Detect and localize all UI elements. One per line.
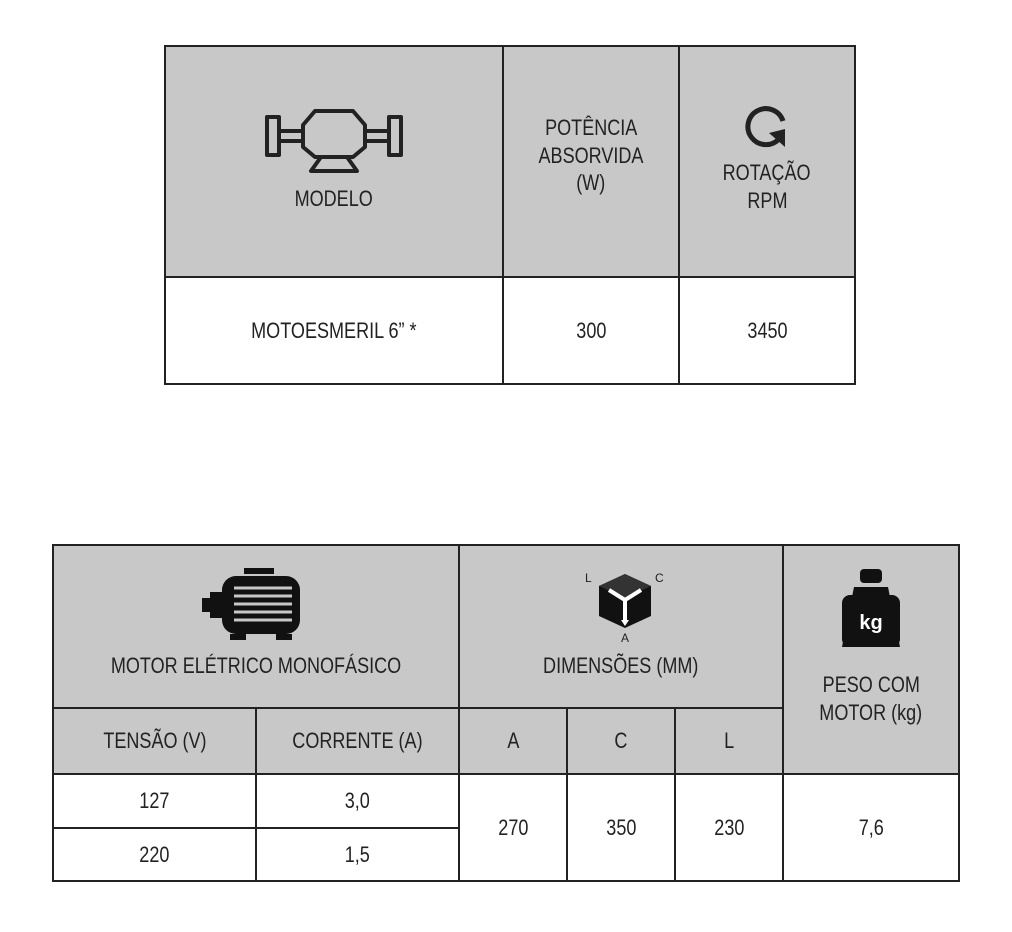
- cell-corrente-1: 3,0: [256, 774, 459, 828]
- header-dimensoes-label: DIMENSÕES (MM): [543, 652, 699, 678]
- electric-motor-icon: [196, 566, 316, 646]
- header-potencia: [503, 46, 679, 277]
- header-motor-label: MOTOR ELÉTRICO MONOFÁSICO: [110, 652, 402, 678]
- header-rotacao: [679, 46, 855, 277]
- cell-rotacao: 3450: [679, 277, 855, 384]
- header-dim-l: L: [675, 708, 783, 774]
- header-peso-line1: PESO COM: [822, 672, 920, 697]
- cell-dim-c: 350: [567, 774, 675, 881]
- cell-dim-l: 230: [675, 774, 783, 881]
- dim-icon-label-a: A: [621, 630, 630, 645]
- header-rotacao-line1: ROTAÇÃO: [723, 160, 811, 185]
- cell-corrente-2: 1,5: [256, 828, 459, 881]
- header-dim-a: A: [459, 708, 567, 774]
- header-potencia-line2: ABSORVIDA: [538, 142, 644, 168]
- header-modelo: [165, 46, 503, 277]
- bench-grinder-icon: [259, 105, 409, 185]
- rotation-arrow-icon: [739, 99, 795, 149]
- cell-potencia: 300: [503, 277, 679, 384]
- header-peso-line2: MOTOR (kg): [819, 699, 923, 725]
- dim-icon-label-c: C: [655, 570, 664, 585]
- dim-icon-label-l: L: [585, 570, 592, 585]
- header-peso: [783, 545, 959, 774]
- cell-peso: 7,6: [783, 774, 959, 881]
- cell-tensao-1: 127: [53, 774, 256, 828]
- weight-kg-icon: [836, 567, 906, 657]
- cell-dim-a: 270: [459, 774, 567, 881]
- header-dim-c: C: [567, 708, 675, 774]
- cell-modelo: MOTOESMERIL 6” *: [165, 277, 503, 384]
- cell-tensao-2: 220: [53, 828, 256, 881]
- header-motor: [53, 545, 459, 708]
- header-potencia-line1: POTÊNCIA: [544, 115, 638, 141]
- header-rotacao-line2: RPM: [746, 187, 788, 213]
- header-potencia-line3: (W): [576, 170, 606, 196]
- header-corrente: CORRENTE (A): [256, 708, 459, 774]
- specs-table-top: [164, 45, 856, 385]
- specs-table-bottom: [52, 544, 960, 882]
- header-modelo-label: MODELO: [294, 185, 374, 211]
- header-dimensoes: [459, 545, 783, 708]
- box-dimensions-icon: [561, 566, 681, 646]
- header-tensao: TENSÃO (V): [53, 708, 256, 774]
- weight-icon-label: kg: [859, 612, 883, 634]
